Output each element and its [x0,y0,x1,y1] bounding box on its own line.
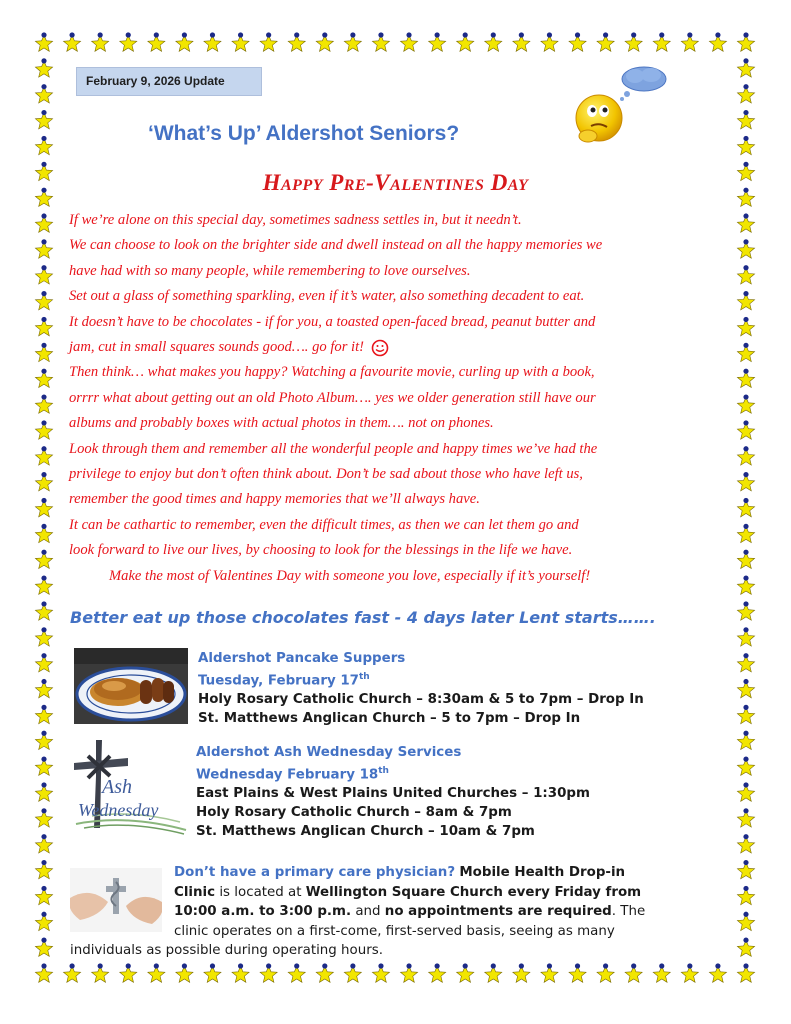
thinking-smiley-icon [571,92,627,148]
ash-title: Aldershot Ash Wednesday Services [196,745,462,760]
clinic-question: Don’t have a primary care physician? [174,865,456,880]
pancake-plate-image [74,648,188,724]
pancake-date [198,668,644,690]
clinic-hours: 10:00 a.m. to 3:00 p.m. [174,904,352,919]
message-line: look forward to live our lives, by choosing to look for the blessings in the life we have. [69,542,573,559]
ash-wednesday-logo [66,736,188,836]
pancake-location-2: St. Matthews Anglican Church – 5 to 7pm – Drop In [198,711,581,727]
clinic-bold-2: Clinic [174,884,216,900]
clinic-text-3: . The [611,904,646,919]
pancake-date-suffix: th [358,672,370,682]
message-closing-line: Make the most of Valentines Day with someone you love, especially if it’s yourself! [109,567,591,584]
ash-location-2: Holy Rosary Catholic Church – 8am & 7pm [196,805,512,821]
message-line: If we’re alone on this special day, sometimes sadness settles in, but it needn’t. [69,212,522,228]
message-line: It can be cathartic to remember, even the difficult times, as then we can let them go and [69,516,579,533]
pancake-title: Aldershot Pancake Suppers [198,651,406,666]
valentine-title: Happy Pre-Valentines Day [262,170,529,195]
clinic-text-5: individuals as possible during operating hours. [70,943,383,958]
date-update-badge: February 9, 2026 Update [76,67,262,96]
valentine-message [69,208,739,589]
message-line: have had with so many people, while remembering to love ourselves. [69,262,471,279]
newsletter-headline: ‘What’s Up’ Aldershot Seniors? [148,122,460,145]
clinic-no-appointments: no appointments are required [384,904,612,919]
ash-date [196,762,590,784]
pancake-supper-section [198,649,644,728]
message-line: privilege to enjoy but don’t often think about. Don’t be sad about those who have left us, [69,466,583,483]
message-line: orrrr what about getting out an old Photo Album…. yes we older generation still have our [69,389,596,406]
clinic-text-4: clinic operates on a first-come, first-served basis, seeing as many [174,923,615,939]
pancake-date-text: Tuesday, February 17 [198,673,359,689]
lent-reminder: Better eat up those chocolates fast - 4 days later Lent starts……. [70,608,656,627]
ash-logo-word-ash: Ash [102,776,132,798]
clinic-text-1: is located at [215,884,306,900]
message-line: albums and probably boxes with actual photos in them…. not on phones. [69,415,494,432]
message-line: Look through them and remember all the wonderful people and happy times we’ve had the [69,440,598,457]
pancake-location-1: Holy Rosary Catholic Church – 8:30am & 5 to 7pm – Drop In [198,692,644,708]
clinic-bold-1: Mobile Health Drop-in [459,865,626,880]
message-line: Set out a glass of something sparkling, even if it’s water, also something decadent to eat. [69,288,585,305]
ash-date-suffix: th [378,766,389,776]
message-line: jam, cut in small squares sounds good…. go for it! [69,339,364,356]
ash-logo-word-wednesday: Wednesday [78,800,159,820]
message-line: Then think… what makes you happy? Watching a favourite movie, curling up with a book, [69,364,595,381]
smiley-icon [370,339,390,357]
message-line: remember the good times and happy memories that we’ll always have. [69,491,480,508]
ash-location-3: St. Matthews Anglican Church – 10am & 7pm [196,824,535,840]
message-line: It doesn’t have to be chocolates - if for you, a toasted open-faced bread, peanut butter and [69,313,596,330]
clinic-location: Wellington Square Church every Friday from [305,884,642,900]
ash-location-1: East Plains & West Plains United Churches – 1:30pm [196,786,590,802]
ash-wednesday-section [196,743,590,841]
clinic-text-2: and [351,904,385,919]
ash-date-text: Wednesday February 18 [196,767,379,783]
health-clinic-notice [70,863,730,961]
message-line: We can choose to look on the brighter side and dwell instead on all the happy memories we [69,237,603,254]
message-line-with-smiley [69,335,739,360]
